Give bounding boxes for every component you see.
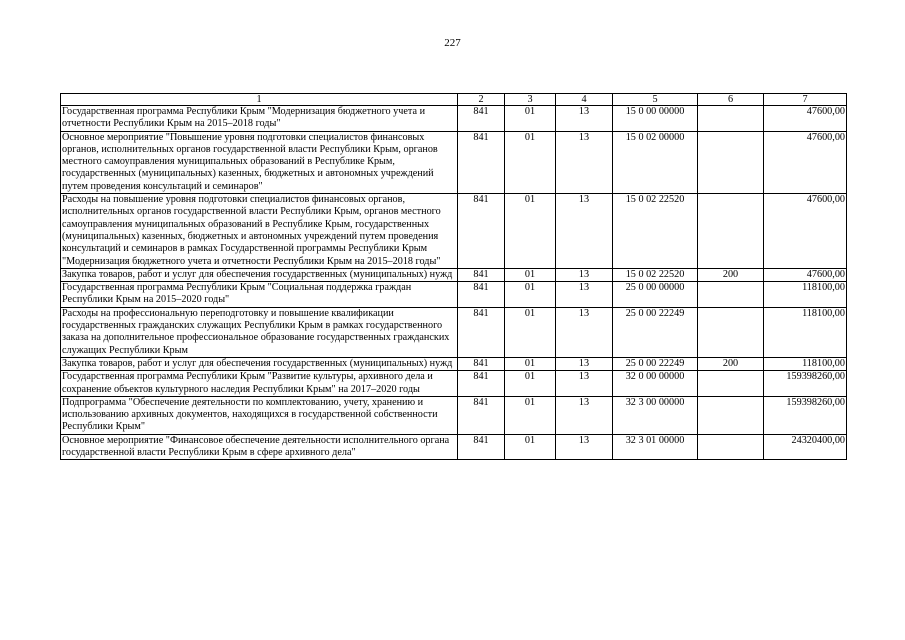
row-description: Основное мероприятие "Повышение уровня подготовки специалистов финансовых органов, исполнительных органов государственной власти Республики Крым, органов местного самоуправления муниципальных образований в Республике Крым, государственных (муниципальных) казенных, бюджетных и автономных учреждений путем проведения консультаций и семинаров" [61, 131, 458, 193]
column-header: 4 [556, 94, 613, 106]
subsection-code: 13 [556, 194, 613, 269]
target-article-code: 25 0 00 00000 [613, 282, 698, 308]
section-code: 01 [505, 396, 556, 434]
amount: 118100,00 [764, 357, 847, 370]
column-header: 3 [505, 94, 556, 106]
expense-type-code [698, 106, 764, 132]
table-row [61, 131, 847, 193]
ministry-code: 841 [458, 307, 505, 357]
ministry-code: 841 [458, 106, 505, 132]
amount: 118100,00 [764, 307, 847, 357]
section-code: 01 [505, 106, 556, 132]
target-article-code: 15 0 02 00000 [613, 131, 698, 193]
row-description: Расходы на повышение уровня подготовки специалистов финансовых органов, исполнительных органов государственной власти Республики Крым, органов местного самоуправления муниципальных образований в Республике Крым, государственных (муниципальных) казенных, бюджетных и автономных учреждений путем проведения консультаций и семинаров в рамках Государственной программы Республики Крым "Модернизация бюджетного учета и отчетности Республики Крым на 2015–2018 годы" [61, 194, 458, 269]
amount: 24320400,00 [764, 434, 847, 460]
target-article-code: 25 0 00 22249 [613, 307, 698, 357]
expense-type-code [698, 194, 764, 269]
ministry-code: 841 [458, 434, 505, 460]
amount: 159398260,00 [764, 371, 847, 397]
table-row [61, 106, 847, 132]
target-article-code: 15 0 00 00000 [613, 106, 698, 132]
section-code: 01 [505, 307, 556, 357]
table-row [61, 434, 847, 460]
subsection-code: 13 [556, 307, 613, 357]
target-article-code: 32 0 00 00000 [613, 371, 698, 397]
column-header: 5 [613, 94, 698, 106]
ministry-code: 841 [458, 282, 505, 308]
section-code: 01 [505, 268, 556, 281]
expense-type-code [698, 131, 764, 193]
expense-type-code [698, 396, 764, 434]
ministry-code: 841 [458, 357, 505, 370]
subsection-code: 13 [556, 131, 613, 193]
page-number: 227 [444, 37, 461, 49]
table-row [61, 194, 847, 269]
budget-table [60, 93, 847, 460]
expense-type-code: 200 [698, 357, 764, 370]
expense-type-code [698, 307, 764, 357]
row-description: Государственная программа Республики Крым "Социальная поддержка граждан Республики Крым на 2015–2020 годы" [61, 282, 458, 308]
subsection-code: 13 [556, 268, 613, 281]
row-description: Государственная программа Республики Крым "Модернизация бюджетного учета и отчетности Республики Крым на 2015–2018 годы" [61, 106, 458, 132]
ministry-code: 841 [458, 396, 505, 434]
row-description: Государственная программа Республики Крым "Развитие культуры, архивного дела и сохранение объектов культурного наследия Республики Крым" на 2017–2020 годы [61, 371, 458, 397]
amount: 47600,00 [764, 268, 847, 281]
amount: 47600,00 [764, 106, 847, 132]
subsection-code: 13 [556, 282, 613, 308]
expense-type-code: 200 [698, 268, 764, 281]
header-row [61, 94, 847, 106]
subsection-code: 13 [556, 371, 613, 397]
table-row [61, 396, 847, 434]
amount: 118100,00 [764, 282, 847, 308]
section-code: 01 [505, 131, 556, 193]
amount: 159398260,00 [764, 396, 847, 434]
table-row [61, 282, 847, 308]
expense-type-code [698, 434, 764, 460]
row-description: Закупка товаров, работ и услуг для обеспечения государственных (муниципальных) нужд [61, 268, 458, 281]
target-article-code: 15 0 02 22520 [613, 268, 698, 281]
table-row [61, 307, 847, 357]
row-description: Закупка товаров, работ и услуг для обеспечения государственных (муниципальных) нужд [61, 357, 458, 370]
section-code: 01 [505, 434, 556, 460]
amount: 47600,00 [764, 131, 847, 193]
target-article-code: 32 3 01 00000 [613, 434, 698, 460]
column-header: 6 [698, 94, 764, 106]
column-header: 1 [61, 94, 458, 106]
subsection-code: 13 [556, 396, 613, 434]
table-row [61, 268, 847, 281]
table-row [61, 371, 847, 397]
target-article-code: 15 0 02 22520 [613, 194, 698, 269]
row-description: Расходы на профессиональную переподготовку и повышение квалификации государственных гражданских служащих Республики Крым в рамках государственного заказа на дополнительное профессиональное образование государственных гражданских служащих Республики Крым [61, 307, 458, 357]
ministry-code: 841 [458, 268, 505, 281]
subsection-code: 13 [556, 106, 613, 132]
section-code: 01 [505, 194, 556, 269]
section-code: 01 [505, 357, 556, 370]
column-header: 2 [458, 94, 505, 106]
ministry-code: 841 [458, 194, 505, 269]
subsection-code: 13 [556, 434, 613, 460]
target-article-code: 25 0 00 22249 [613, 357, 698, 370]
section-code: 01 [505, 282, 556, 308]
target-article-code: 32 3 00 00000 [613, 396, 698, 434]
subsection-code: 13 [556, 357, 613, 370]
ministry-code: 841 [458, 131, 505, 193]
column-header: 7 [764, 94, 847, 106]
section-code: 01 [505, 371, 556, 397]
expense-type-code [698, 282, 764, 308]
ministry-code: 841 [458, 371, 505, 397]
row-description: Основное мероприятие "Финансовое обеспечение деятельности исполнительного органа государственной власти Республики Крым в сфере архивного дела" [61, 434, 458, 460]
amount: 47600,00 [764, 194, 847, 269]
expense-type-code [698, 371, 764, 397]
table-row [61, 357, 847, 370]
row-description: Подпрограмма "Обеспечение деятельности по комплектованию, учету, хранению и использованию архивных документов, находящихся в государственной собственности Республики Крым" [61, 396, 458, 434]
